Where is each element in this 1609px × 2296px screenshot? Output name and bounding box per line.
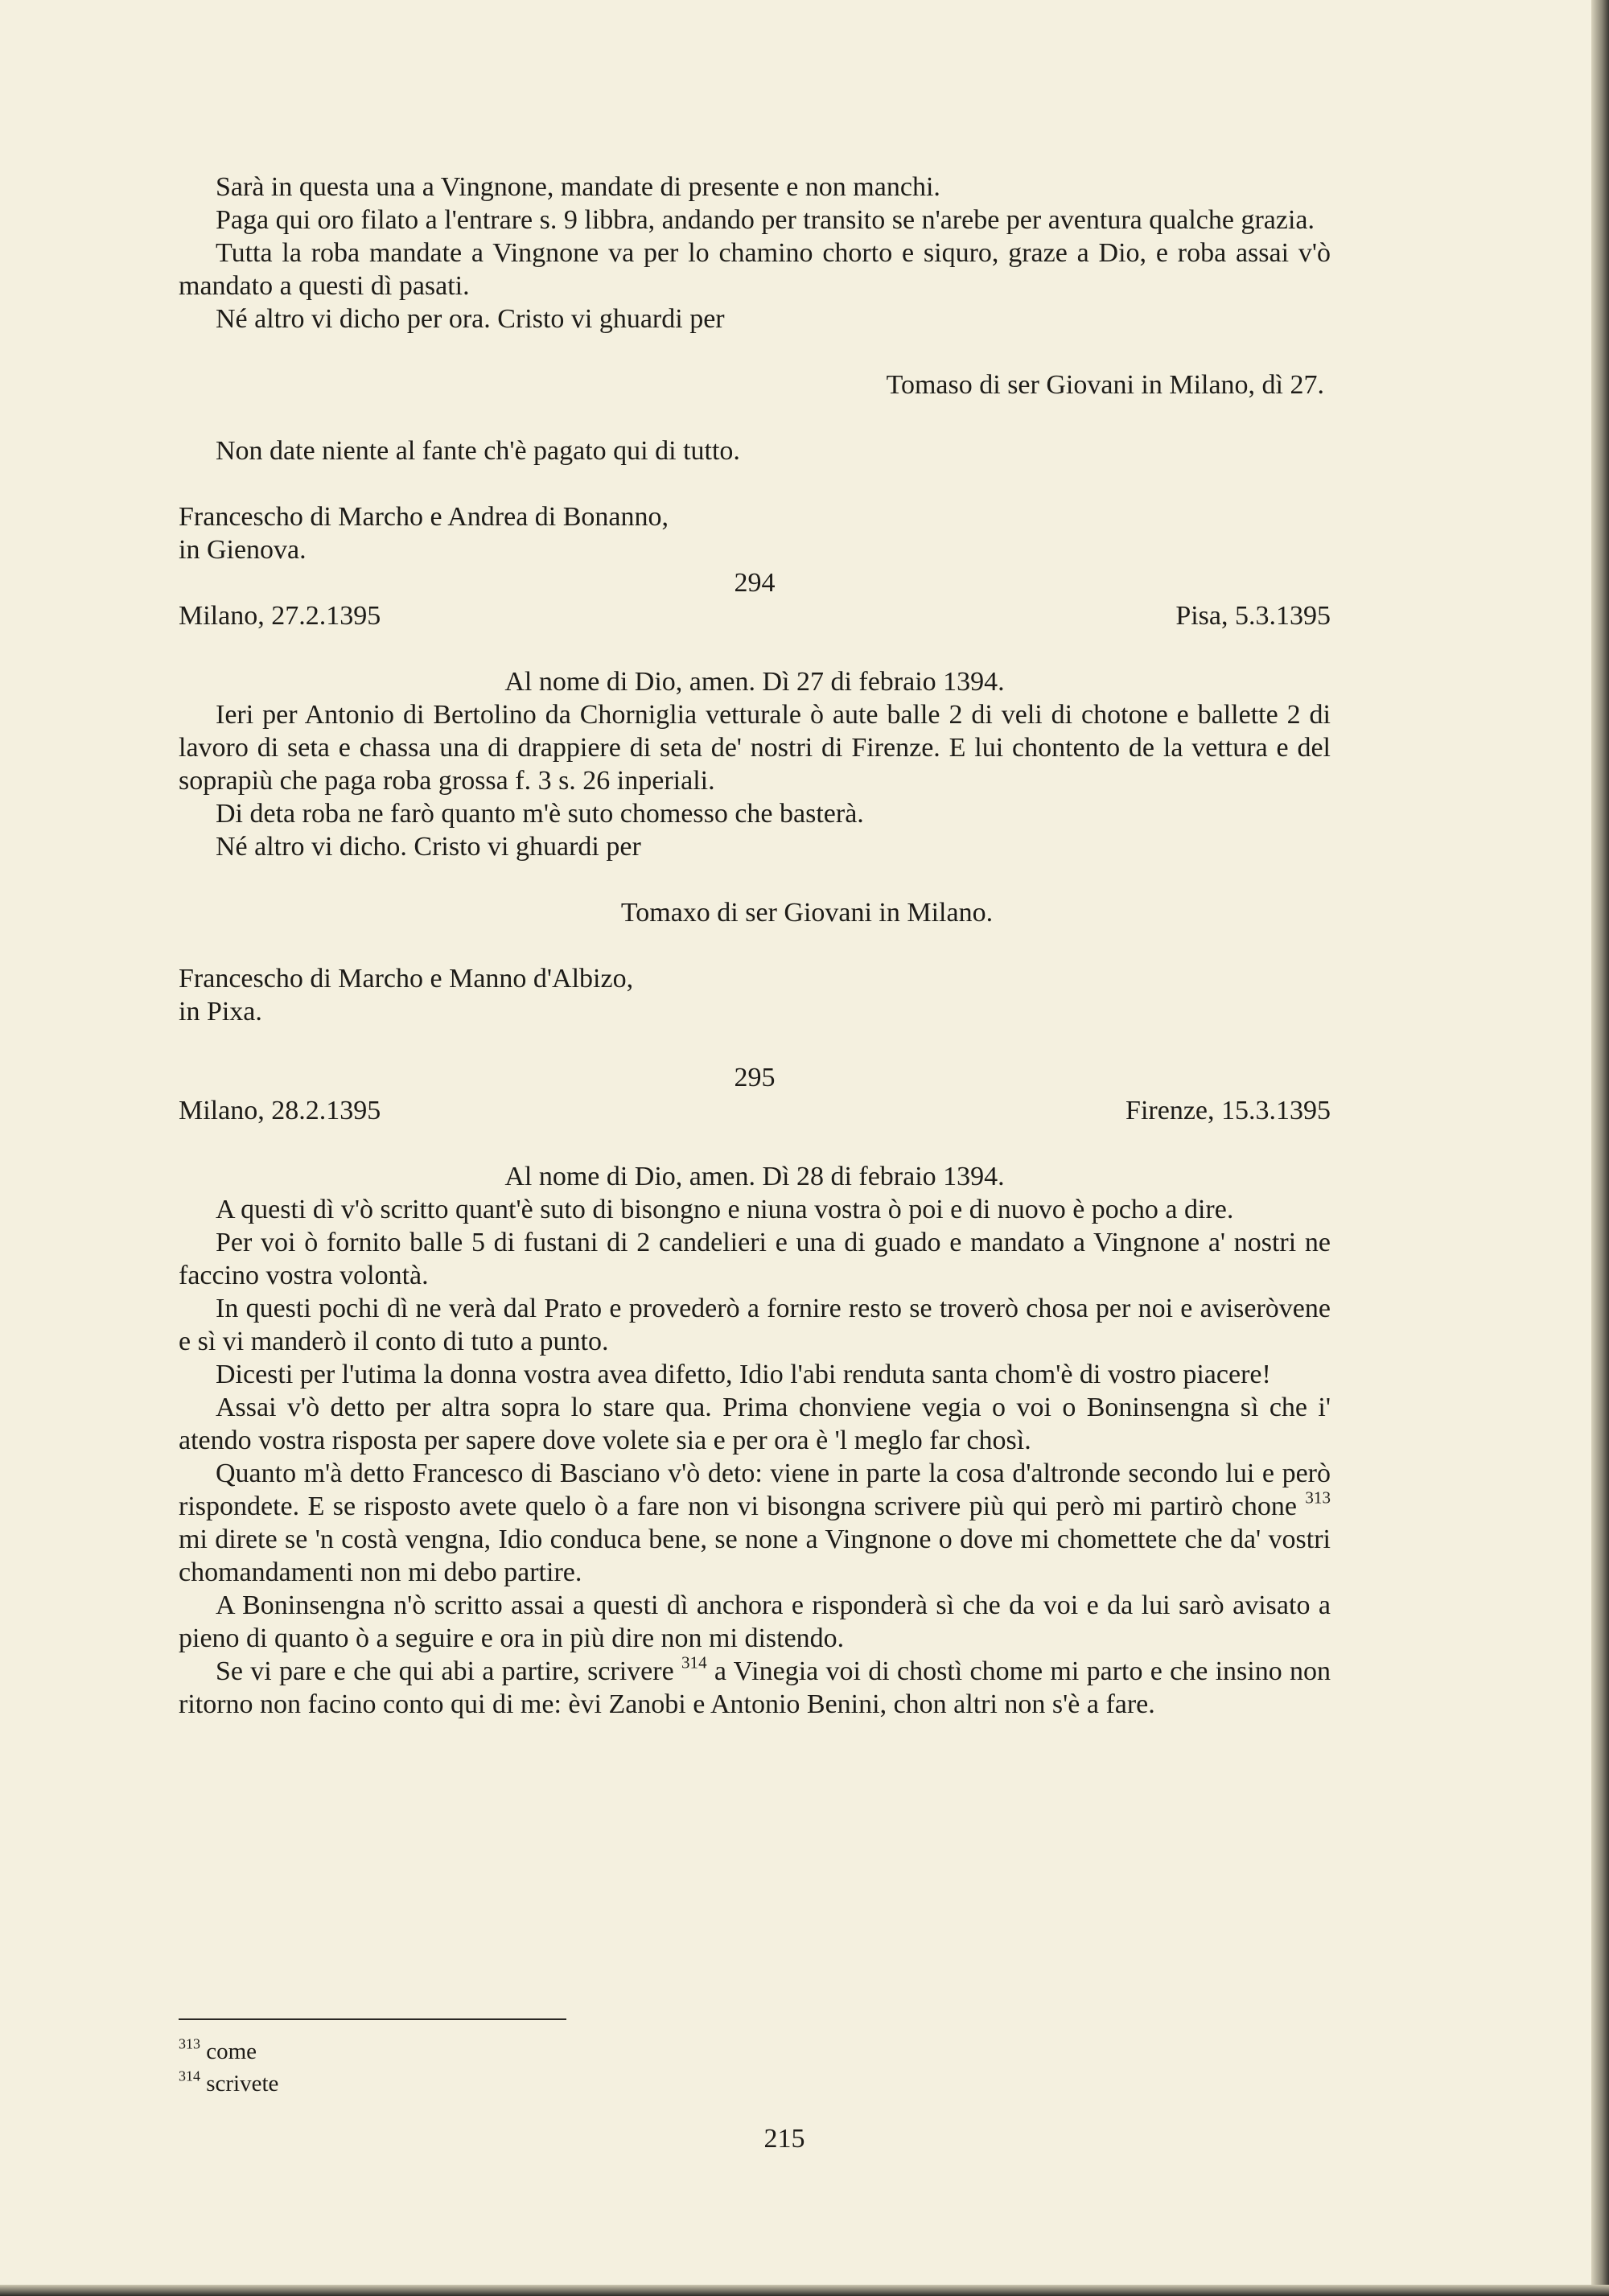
letter-origin: Milano, 27.2.1395 [179,601,381,631]
footnote-number: 313 [179,2035,200,2052]
text-line: Paga qui oro filato a l'entrare s. 9 libbra, andando per transito se n'arebe per aventura qualche grazia. [216,205,1315,235]
paragraph: Per voi ò fornito balle 5 di fustani di 2 candelieri e una di guado e mandato a Vingnone a' nostri ne faccino vostra volontà. [179,1228,1331,1290]
paragraph: Né altro vi dicho. Cristo vi ghuardi per [216,832,641,862]
paragraph: Di deta roba ne farò quanto m'è suto chomesso che basterà. [216,799,864,829]
page-bottom-shadow [0,2285,1609,2296]
footnote-text: come [206,2039,257,2064]
footnote [179,2035,278,2068]
paragraph: Ieri per Antonio di Bertolino da Chorniglia vetturale ò aute balle 2 di veli di chotone e ballette 2 di lavoro di seta e chassa una di drappiere di seta de' nostri di Firenze. E lui chontento de la vettura e del soprapiù che paga roba grossa f. 3 s. 26 inperiali. [179,700,1331,796]
paragraph [179,1457,1331,1589]
main-text [179,171,1331,1721]
letter-dateline [179,599,1331,632]
letter-signature: Tomaxo di ser Giovani in Milano. [620,898,994,928]
footnote-text: scrivete [206,2071,279,2096]
text-line: Né altro vi dicho per ora. Cristo vi ghuardi per [216,304,725,334]
letter-address: in Pixa. [179,997,262,1027]
paragraph: A questi dì v'ò scritto quant'è suto di bisongno e niuna vostra ò poi e di nuovo è pocho a dire. [216,1195,1234,1224]
footnote [179,2068,278,2100]
postscript: Non date niente al fante ch'è pagato qui di tutto. [216,436,740,466]
letter-address: Francescho di Marcho e Manno d'Albizo, [179,964,634,994]
paragraph [179,1652,1331,1721]
footnote-divider [179,2018,566,2020]
paragraph-text: mi direte se 'n costà vengna, Idio conduca bene, se none a Vingnone o dove mi chomettete che da' vostri chomandamenti non mi debo partire. [179,1524,1331,1587]
paragraph-text: Quanto m'à detto Francesco di Basciano v'ò deto: viene in parte la cosa d'altronde secondo lui e però rispondete. E se risposto avete quelo ò a fare non vi bisongna scrivere più qui però mi partirò chone [179,1459,1331,1521]
paragraph: In questi pochi dì ne verà dal Prato e provederò a fornire resto se troverò chosa per noi e aviseròvene e sì vi manderò il conto di tuto a punto. [179,1294,1331,1356]
letter-address: in Gienova. [179,535,307,565]
letter-opening: Al nome di Dio, amen. Dì 28 di febraio 1394. [504,1162,1005,1191]
letter-address: Francescho di Marcho e Andrea di Bonanno, [179,502,669,532]
letter-destination: Pisa, 5.3.1395 [1175,601,1331,631]
paragraph: Assai v'ò detto per altra sopra lo stare qua. Prima chonviene vegia o voi o Boninsengna sì che i' atendo vostra risposta per sapere dove volete sia e per ora è 'l meglo far chosì. [179,1393,1331,1455]
letter-dateline [179,1094,1331,1127]
page-edge-shadow [1591,0,1609,2296]
text-line: Sarà in questa una a Vingnone, mandate di presente e non manchi. [216,172,940,202]
text-line: Tutta la roba mandate a Vingnone va per lo chamino chorto e siquro, graze a Dio, e roba assai v'ò mandato a questi dì pasati. [179,238,1331,301]
letter-signature: Tomaso di ser Giovani in Milano, dì 27. [886,370,1324,400]
letter-destination: Firenze, 15.3.1395 [1125,1096,1331,1125]
page-number: 215 [763,2124,805,2154]
letter-opening: Al nome di Dio, amen. Dì 27 di febraio 1394. [504,667,1005,697]
paragraph-text: Se vi pare e che qui abi a partire, scrivere [216,1656,674,1686]
footnote-ref: 314 [681,1652,707,1673]
letter-number: 295 [734,1063,776,1092]
letter-origin: Milano, 28.2.1395 [179,1096,381,1125]
paragraph-text: a Vinegia voi di chostì chome mi parto e che insino non ritorno non facino conto qui di me: èvi Zanobi e Antonio Benini, chon altri non s'è a fare. [179,1656,1331,1719]
footnotes [179,2035,278,2100]
paragraph: Dicesti per l'utima la donna vostra avea difetto, Idio l'abi renduta santa chom'è di vostro piacere! [216,1360,1271,1389]
footnote-number: 314 [179,2068,200,2084]
letter-number: 294 [734,568,776,598]
footnote-ref: 313 [1305,1487,1331,1508]
paragraph: A Boninsengna n'ò scritto assai a questi dì anchora e risponderà sì che da voi e da lui sarò avisato a pieno di quanto ò a seguire e ora in più dire non mi distendo. [179,1590,1331,1653]
